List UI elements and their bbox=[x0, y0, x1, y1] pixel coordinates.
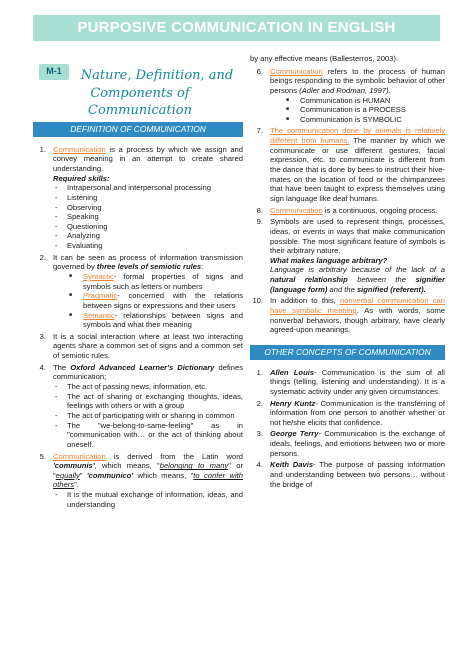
definition-item-5: 5. Communication is derived from the Latin word 'communis', which means, "belonging to many" or "equally" 'communico' which means, "to confer with others". - It is the mutual exchange of information, ideas, and understanding bbox=[39, 451, 244, 509]
definition-item-3: 3. It is a social interaction where at least two interacting agents share a common set of signs and a common set of semiotic rules. bbox=[39, 331, 243, 361]
term-pragmatic: Pragmatic bbox=[83, 291, 118, 301]
term-communication: Communication bbox=[53, 144, 106, 154]
skill-item: Observing bbox=[67, 202, 102, 212]
definition-item-9: 9. Symbols are used to represent things, processes, ideas, or events in ways that make communication possible. The most significant feature of symbols is their arbitrary nature. What makes language arbitrary? Language is arbitrary because of the lack of a natural relationship between the signifier (language form) and the signified (referent). bbox=[256, 217, 445, 294]
author-name: Allen Louis bbox=[270, 367, 315, 377]
concept-item: 1. Allen Louis- Communication is the sum of all things (telling, listening and understanding). It is a systematic activity under any given circumstances. bbox=[256, 367, 445, 396]
continued-text: by any effective means (Ballesterros, 2003). bbox=[250, 54, 399, 63]
term-syntactic: Syntactic bbox=[83, 272, 114, 281]
definition-item-4: 4. The Oxford Advanced Learner's Dictionary defines communication; - The act of passing news, information, etc. - The act of sharing or exchanging thoughts, ideas, feelings with others or with a group - The act of participating with or sharing in common - The "we-belong-to-same-feeling" as in "communication with… or the act of thinking about oneself. bbox=[39, 362, 243, 449]
definition-item-7: 7. The communication done by animals is relatively different from humans. The manner by which we communicate or use different gestures, facial expression, etc. to communicate is different from the dance that is done by bees to instruct their hive-mates on the location of food or the chimpanzees that have been taught to express themselves using sign language like deaf humans. bbox=[256, 126, 445, 203]
bullet-square-icon: ■ bbox=[69, 292, 73, 299]
concept-item: 3. George Terry- Communication is the exchange of ideals, feelings, and emotions between two or more persons. bbox=[256, 429, 445, 458]
definition-item-6: 6. Communication refers to the process of human beings responding to the symbolic behavior of other persons (Adler and Rodman, 1997). ■ Communication is HUMAN ■ Communication is a PROCESS ■ Communication is SYMBOLIC bbox=[256, 66, 445, 124]
question-heading: What makes language arbitrary? bbox=[270, 255, 388, 265]
term-semantic: Semantic bbox=[83, 310, 115, 320]
dictionary-definition: The act of passing news, information, etc. bbox=[67, 382, 208, 392]
answer-text: Language is arbitrary because of the lack of a natural relationship between the signifier (language form) and the signified (referent). bbox=[270, 265, 445, 294]
dictionary-definition: The act of sharing or exchanging thoughts, ideas, feelings with others or with a group bbox=[67, 391, 243, 411]
concept-item: 2. Henry Kuntz- Communication is the transferring of information from one person to another whether or not he/she elicits that confidence. bbox=[256, 398, 445, 427]
bullet-square-icon: ■ bbox=[286, 96, 290, 103]
definition-item-8: 8. Communication is a continuous, ongoing process. bbox=[256, 205, 438, 215]
right-column bbox=[250, 54, 445, 491]
skill-item: Intrapersonal and interpersonal processing bbox=[67, 183, 211, 193]
term-communication: Communication bbox=[53, 451, 106, 461]
definition-heading: DEFINITION OF COMMUNICATION bbox=[33, 122, 243, 137]
bullet-square-icon: ■ bbox=[69, 273, 73, 279]
skill-item: Listening bbox=[67, 192, 98, 202]
module-badge: M-1 bbox=[39, 64, 69, 80]
skill-item: Speaking bbox=[67, 212, 99, 222]
definition-item-10: 10. In addition to this, nonverbal communication can have symbolic meaning. As with words, some nonverbal behaviors, though arbitrary, have clearly agreed-upon meanings. bbox=[252, 296, 445, 335]
lesson-title-line2: Components of Communication bbox=[88, 85, 192, 119]
bullet-square-icon: ■ bbox=[286, 106, 290, 113]
author-name: Henry Kuntz bbox=[270, 398, 316, 408]
other-concepts-heading: OTHER CONCEPTS OF COMMUNICATION bbox=[250, 345, 445, 360]
skills-label: Required skills: bbox=[53, 173, 110, 183]
definition-item-1: 1. Communication is a process by which we assign and convey meaning in an attempt to create shared understanding. Required skills: - Intrapersonal and interpersonal processing - Listening - Observing - Speaking - Questioning - Analyzing - Evaluating bbox=[39, 144, 243, 251]
author-name: Keith Davis bbox=[270, 460, 314, 470]
lesson-header bbox=[33, 54, 243, 119]
term-communication: Communication bbox=[270, 66, 323, 76]
document-banner bbox=[33, 15, 440, 41]
concept-item: 4. Keith Davis- The purpose of passing information and understanding between two persons… without the bridge of bbox=[256, 460, 445, 489]
term-nonverbal: nonverbal communication can have symbolic meaning bbox=[270, 296, 445, 316]
lesson-title bbox=[37, 67, 243, 120]
lesson-title-line1: Nature, Definition, and bbox=[80, 68, 234, 83]
term-communication: Communication bbox=[270, 205, 323, 215]
skill-item: Analyzing bbox=[67, 231, 100, 241]
bullet-square-icon: ■ bbox=[286, 115, 290, 122]
author-name: George Terry bbox=[270, 429, 319, 439]
skill-item: Evaluating bbox=[67, 241, 103, 251]
dictionary-definition: The act of participating with or sharing in common bbox=[67, 410, 235, 420]
definition-item-2: 2. It can be seen as process of information transmission governed by three levels of semiotic rules: ■ Syntactic- formal properties of signs and symbols such as letters or numbers ■ Pragmatic- concerned with the relations between signs or expressions and their users ■ Semantic- relationships between signs and symbols and what their meaning bbox=[39, 252, 243, 330]
left-column bbox=[33, 54, 243, 511]
document-title: PURPOSIVE COMMUNICATION IN ENGLISH bbox=[77, 19, 396, 37]
term-animal-communication: The communication done by animals is relatively different from humans. bbox=[270, 126, 445, 146]
skill-item: Questioning bbox=[67, 221, 108, 231]
bullet-square-icon: ■ bbox=[69, 311, 73, 318]
dictionary-definition: The "we-belong-to-same-feeling" as in "communication with… or the act of thinking about oneself. bbox=[67, 420, 243, 449]
